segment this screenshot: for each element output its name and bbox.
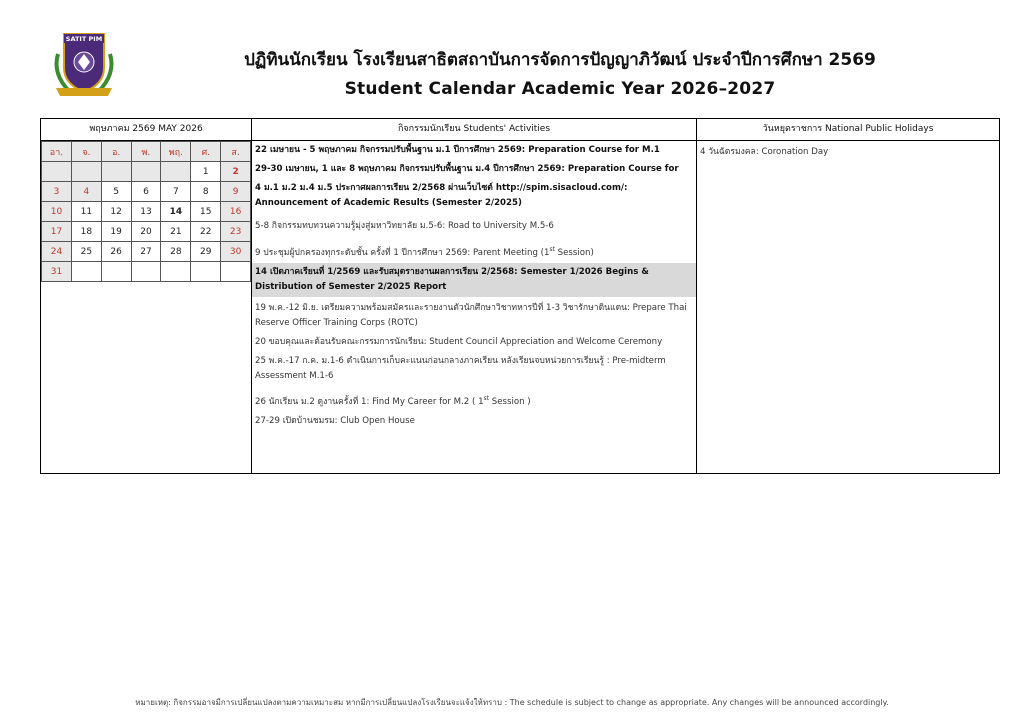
week-row: [42, 162, 251, 182]
day-cell: 14: [161, 202, 191, 222]
day-cell: 13: [131, 202, 161, 222]
day-cell: [131, 262, 161, 282]
day-cell: [101, 162, 131, 182]
day-cell: 24: [42, 242, 72, 262]
day-cell: 30: [221, 242, 251, 262]
activity-item: 25 พ.ค.-17 ก.ค. ม.1-6 ดำเนินการเก็บคะแนนก่อนกลางภาคเรียน หลังเรียนจบหน่วยการเรียนรู้ : Pre-midterm Assessment M.1-6: [255, 355, 666, 381]
day-cell: 26: [101, 242, 131, 262]
weekday-sat: ส.: [221, 142, 251, 162]
day-cell: 5: [101, 182, 131, 202]
day-cell: 25: [71, 242, 101, 262]
activity-item: 26 นักเรียน ม.2 ดูงานครั้งที่ 1: Find My Career for M.2 ( 1st Session ): [255, 394, 531, 407]
activity-item: 4 ม.1 ม.2 ม.4 ม.5 ประกาศผลการเรียน 2/2568 ผ่านเว็บไซต์ http://spim.sisacloud.com/: Announcement of Academic Results (Semester 2/2025): [255, 183, 628, 208]
page-title-thai: ปฏิทินนักเรียน โรงเรียนสาธิตสถาบันการจัดการปัญญาภิวัฒน์ ประจำปีการศึกษา 2569: [244, 50, 876, 70]
day-cell: 19: [101, 222, 131, 242]
weekday-tue: อ.: [101, 142, 131, 162]
day-cell: 15: [191, 202, 221, 222]
weekday-thu: พฤ.: [161, 142, 191, 162]
calendar-table: [40, 118, 1000, 474]
day-cell: [191, 262, 221, 282]
day-cell: [101, 262, 131, 282]
day-cell: 3: [42, 182, 72, 202]
day-cell: [221, 262, 251, 282]
day-cell: 10: [42, 202, 72, 222]
week-row: [42, 242, 251, 262]
day-cell: 31: [42, 262, 72, 282]
weekday-fri: ศ.: [191, 142, 221, 162]
weekday-wed: พ.: [131, 142, 161, 162]
day-cell: 2: [221, 162, 251, 182]
day-cell: 28: [161, 242, 191, 262]
footer-note: หมายเหตุ: กิจกรรมอาจมีการเปลี่ยนแปลงตามความเหมาะสม หากมีการเปลี่ยนแปลงโรงเรียนจะแจ้งให้ทราบ : The schedule is subject to change as appropriate. Any changes will be announced accordingly.: [135, 698, 889, 707]
holiday-item: 4 วันฉัตรมงคล: Coronation Day: [700, 147, 829, 157]
week-row: [42, 202, 251, 222]
weekday-sun: อา.: [42, 142, 72, 162]
day-cell: 23: [221, 222, 251, 242]
activities-header: กิจกรรมนักเรียน Students' Activities: [252, 119, 696, 141]
day-cell: [71, 262, 101, 282]
calendar-header: พฤษภาคม 2569 MAY 2026: [41, 119, 251, 141]
day-cell: 17: [42, 222, 72, 242]
day-cell: 1: [191, 162, 221, 182]
activities-column: [252, 119, 697, 473]
activity-item-highlighted: 14 เปิดภาคเรียนที่ 1/2569 และรับสมุดรายงานผลการเรียน 2/2568: Semester 1/2026 Begins & Distribution of Semester 2/2025 Report: [252, 263, 696, 297]
activity-item: 29-30 เมษายน, 1 และ 8 พฤษภาคม กิจกรรมปรับพื้นฐาน ม.4 ปีการศึกษา 2569: Preparation Course for: [255, 164, 679, 174]
page-title-english: Student Calendar Academic Year 2026–2027: [344, 79, 776, 99]
day-cell: 4: [71, 182, 101, 202]
day-cell: 20: [131, 222, 161, 242]
day-cell: 6: [131, 182, 161, 202]
holidays-header: วันหยุดราชการ National Public Holidays: [697, 119, 999, 141]
activity-item: 9 ประชุมผู้ปกครองทุกระดับชั้น ครั้งที่ 1 ปีการศึกษา 2569: Parent Meeting (1st Session): [255, 246, 594, 258]
day-cell: 21: [161, 222, 191, 242]
week-row: [42, 262, 251, 282]
activity-item: 19 พ.ค.-12 มิ.ย. เตรียมความพร้อมสมัครและรายงานตัวนักศึกษาวิชาทหารปีที่ 1-3 วิชารักษาดินแดน: Prepare Thai Reserve Officer Training Corps (ROTC): [255, 302, 687, 328]
holidays-column: [697, 119, 999, 473]
activity-item: 5-8 กิจกรรมทบทวนความรู้มุ่งสู่มหาวิทยาลัย ม.5-6: Road to University M.5-6: [255, 221, 554, 231]
day-cell: 12: [101, 202, 131, 222]
day-cell: [42, 162, 72, 182]
activity-item: 20 ขอบคุณและต้อนรับคณะกรรมการนักเรียน: Student Council Appreciation and Welcome Ceremony: [255, 336, 663, 347]
weekday-row: [42, 142, 251, 162]
day-cell: 7: [161, 182, 191, 202]
day-cell: [161, 162, 191, 182]
calendar-grid: [41, 141, 251, 282]
week-row: [42, 222, 251, 242]
day-cell: 29: [191, 242, 221, 262]
day-cell: [71, 162, 101, 182]
activity-item: 22 เมษายน - 5 พฤษภาคม กิจกรรมปรับพื้นฐาน ม.1 ปีการศึกษา 2569: Preparation Course for M.1: [255, 145, 660, 155]
day-cell: 18: [71, 222, 101, 242]
day-cell: 9: [221, 182, 251, 202]
day-cell: 11: [71, 202, 101, 222]
day-cell: [161, 262, 191, 282]
weekday-mon: จ.: [71, 142, 101, 162]
day-cell: 22: [191, 222, 221, 242]
activity-item: 27-29 เปิดบ้านชมรม: Club Open House: [255, 415, 415, 426]
week-row: [42, 182, 251, 202]
day-cell: 8: [191, 182, 221, 202]
school-logo: [48, 24, 120, 100]
logo-text: SATIT PIM: [65, 35, 103, 43]
month-calendar: [41, 119, 252, 473]
day-cell: 16: [221, 202, 251, 222]
day-cell: [131, 162, 161, 182]
day-cell: 27: [131, 242, 161, 262]
